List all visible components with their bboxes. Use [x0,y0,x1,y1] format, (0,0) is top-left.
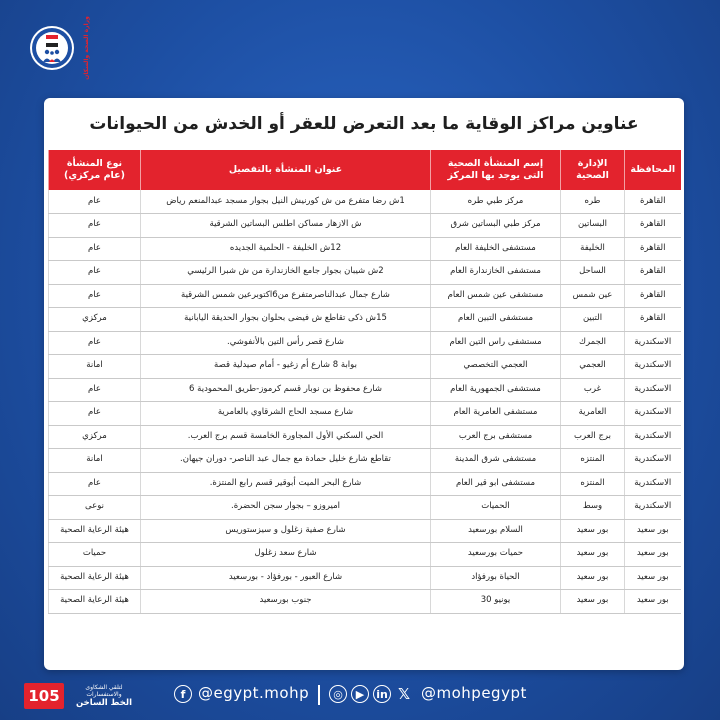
cell-governorate: الاسكندرية [625,449,681,473]
table-row [49,472,681,496]
cell-facility-name: مركز طبي طره [431,190,561,214]
cell-admin: برج العرب [561,425,625,449]
cell-governorate: القاهرة [625,237,681,261]
cell-admin: الجمرك [561,331,625,355]
cell-admin: وسط [561,496,625,520]
cell-facility-name: حميات بورسعيد [431,543,561,567]
cell-facility-name: مستشفى العامرية العام [431,402,561,426]
cell-admin: المنتزه [561,472,625,496]
header-address: عنوان المنشأة بالتفصيل [141,150,431,190]
cell-address: شارع سعد زغلول [141,543,431,567]
cell-facility-name: الحميات [431,496,561,520]
hotline-line1: لتلقي الشكاوى والاستفسارات [85,684,123,699]
header-governorate: المحافظة [625,150,681,190]
header-facility-type: نوع المنشأة (عام مركزي) [49,150,141,190]
cell-address: شارع محفوظ بن نوبار قسم كرموز-طريق المحمودية 6 [141,378,431,402]
cell-facility-type: عام [49,284,141,308]
cell-address: شارع جمال عبدالناصرمتفرع من6اكتوبرعين شمس الشرقية [141,284,431,308]
cell-address: اميروزو – بجوار سجن الحضرة. [141,496,431,520]
cell-admin: التبين [561,308,625,332]
cell-facility-name: مستشفى برج العرب [431,425,561,449]
hotline-line2: الخط الساخن [75,698,132,709]
table-row [49,190,681,214]
cell-facility-name: مستشفى الخازندارة العام [431,261,561,285]
cell-governorate: الاسكندرية [625,355,681,379]
cell-admin: بور سعيد [561,590,625,614]
cell-facility-name: السلام بورسعيد [431,519,561,543]
header-admin: الإدارة الصحية [561,150,625,190]
header-facility-name: إسم المنشأة الصحية التى يوجد بها المركز [431,150,561,190]
cell-facility-type: حميات [49,543,141,567]
cell-facility-type: عام [49,402,141,426]
cell-admin: العامرية [561,402,625,426]
centers-table [48,150,681,614]
table-row [49,308,681,332]
cell-facility-name: مستشفى شرق المدينة [431,449,561,473]
cell-facility-type: عام [49,214,141,238]
cell-facility-type: مركزي [49,308,141,332]
cell-facility-type: هيئة الرعاية الصحية [49,566,141,590]
cell-admin: بور سعيد [561,519,625,543]
table-row [49,496,681,520]
table-row [49,261,681,285]
cell-facility-type: امانة [49,449,141,473]
cell-governorate: بور سعيد [625,590,681,614]
table-row [49,543,681,567]
cell-facility-name: مركز طبي البساتين شرق [431,214,561,238]
facebook-handle[interactable]: @egypt.mohp [198,684,310,702]
cell-address: بوابة 8 شارع أم زغيو - أمام صيدلية قصة [141,355,431,379]
cell-facility-name: مستشفى ابو قير العام [431,472,561,496]
cell-facility-type: عام [49,378,141,402]
cell-facility-type: عام [49,237,141,261]
cell-governorate: الاسكندرية [625,331,681,355]
cell-facility-type: عام [49,261,141,285]
cell-facility-type: هيئة الرعاية الصحية [49,590,141,614]
youtube-icon[interactable]: ▶ [351,685,369,703]
hotline-number[interactable]: 105 [24,683,64,709]
cell-address: ش الازهار مساكن اطلس البساتين الشرقية [141,214,431,238]
cell-governorate: الاسكندرية [625,472,681,496]
cell-governorate: القاهرة [625,214,681,238]
table-row [49,519,681,543]
cell-facility-type: هيئة الرعاية الصحية [49,519,141,543]
page-title: عناوين مراكز الوقاية ما بعد التعرض للعقر أو الخدش من الحيوانات [89,114,639,134]
cell-address: 15ش ذكى تقاطع ش فيضى بحلوان بجوار الحديقة اليابانية [141,308,431,332]
table-row [49,331,681,355]
cell-facility-name: مستشفى التبين العام [431,308,561,332]
cell-admin: المنتزه [561,449,625,473]
cell-address: شارع صفية زغلول و سيزستوريس [141,519,431,543]
cell-governorate: الاسكندرية [625,496,681,520]
cell-address: شارع مسجد الحاج الشرقاوي بالعامرية [141,402,431,426]
x-icon[interactable]: 𝕏 [397,685,411,703]
table-row [49,566,681,590]
cell-facility-name: مستشفى الخليفة العام [431,237,561,261]
cell-address: شارع قصر رأس التين بالأنفوشي. [141,331,431,355]
ministry-logo [28,16,90,94]
cell-admin: طره [561,190,625,214]
table-row [49,378,681,402]
cell-facility-name: مستشفى الجمهورية العام [431,378,561,402]
hotline-label [68,684,140,709]
cell-facility-name: العجمي التخصصي [431,355,561,379]
cell-facility-type: عام [49,331,141,355]
table-row [49,214,681,238]
cell-admin: غرب [561,378,625,402]
linkedin-icon[interactable]: in [373,685,391,703]
cell-admin: العجمي [561,355,625,379]
cell-governorate: بور سعيد [625,566,681,590]
cell-governorate: القاهرة [625,261,681,285]
table-header-row [49,150,681,190]
cell-facility-name: مستشفى راس التين العام [431,331,561,355]
table-row [49,590,681,614]
cell-facility-type: عام [49,190,141,214]
table-row [49,284,681,308]
cell-facility-name: يونيو 30 [431,590,561,614]
cell-address: جنوب بورسعيد [141,590,431,614]
table-row [49,355,681,379]
cell-facility-type: امانة [49,355,141,379]
cell-address: تقاطع شارع خليل حمادة مع جمال عبد الناصر- دوران جيهان. [141,449,431,473]
cell-governorate: بور سعيد [625,519,681,543]
cell-address: 2ش شيبان بجوار جامع الخازندارة من ش شبرا الرئيسي [141,261,431,285]
cell-facility-name: الحياة بورفؤاد [431,566,561,590]
cell-governorate: بور سعيد [625,543,681,567]
cell-admin: بور سعيد [561,566,625,590]
cell-admin: بور سعيد [561,543,625,567]
cell-governorate: القاهرة [625,190,681,214]
cell-address: شارع البحر الميت أبوقير قسم رابع المنتزة. [141,472,431,496]
cell-address: 1ش رضا متفرع من ش كورنيش النيل بجوار مسجد عبدالمنعم رياض [141,190,431,214]
cell-admin: عين شمس [561,284,625,308]
footer [0,676,720,720]
instagram-icon[interactable]: ◎ [329,685,347,703]
cell-address: شارع العبور - بورفؤاد - بورسعيد [141,566,431,590]
cell-facility-type: مركزي [49,425,141,449]
cell-admin: الخليفة [561,237,625,261]
content-card [44,98,684,670]
divider [318,685,320,705]
cell-facility-type: عام [49,472,141,496]
cell-admin: الساحل [561,261,625,285]
svg-text:وزارة الصحة والسكان: وزارة الصحة والسكان [83,16,90,80]
cell-governorate: الاسكندرية [625,402,681,426]
cell-governorate: القاهرة [625,284,681,308]
table-row [49,449,681,473]
facebook-icon[interactable]: f [174,685,192,703]
cell-governorate: القاهرة [625,308,681,332]
cell-address: الحي السكني الأول المجاورة الخامسة قسم برج العرب. [141,425,431,449]
social-handle[interactable]: @mohpegypt [421,684,527,702]
table-row [49,237,681,261]
table-row [49,402,681,426]
cell-governorate: الاسكندرية [625,378,681,402]
table-row [49,425,681,449]
cell-admin: البساتين [561,214,625,238]
cell-address: 12ش الخليفة - الحلمية الجديده [141,237,431,261]
cell-governorate: الاسكندرية [625,425,681,449]
cell-facility-name: مستشفى عين شمس العام [431,284,561,308]
cell-facility-type: نوعى [49,496,141,520]
